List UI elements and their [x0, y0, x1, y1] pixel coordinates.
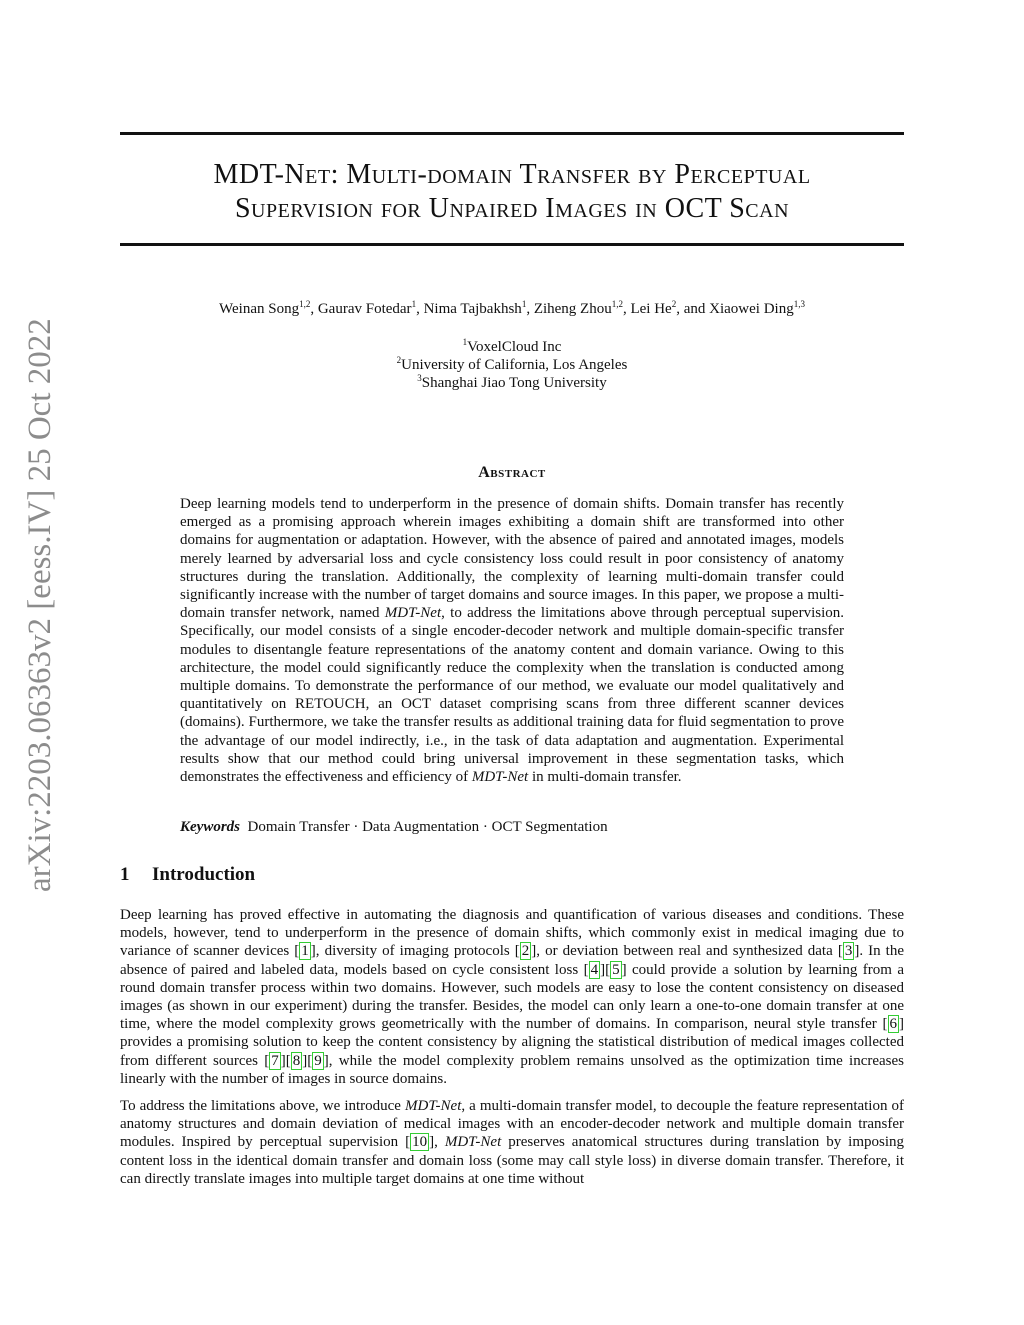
author-name: Weinan Song	[219, 301, 300, 317]
keywords-label: Keywords	[180, 819, 240, 835]
citation-link[interactable]: 1	[301, 943, 309, 960]
arxiv-stamp: arXiv:2203.06363v2 [eess.IV] 25 Oct 2022	[22, 318, 58, 892]
method-name: MDT-Net	[471, 769, 529, 786]
method-name: MDT-Net	[444, 1134, 502, 1151]
citation-link[interactable]: 9	[314, 1052, 322, 1069]
introduction-body	[120, 906, 904, 1197]
author-name: Nima Tajbakhsh	[423, 301, 522, 317]
abstract-body	[180, 495, 844, 786]
author-affiliation-mark: 1,3	[793, 299, 805, 309]
author-affiliation-mark: 1,2	[299, 299, 311, 309]
author-name: Xiaowei Ding	[709, 301, 794, 317]
abstract-heading: Abstract	[478, 464, 546, 481]
keywords-text: Domain Transfer · Data Augmentation · OCT Segmentation	[247, 819, 608, 835]
affiliation: $^1$VoxelCloud Inc	[462, 337, 562, 355]
title-rule-top	[120, 132, 904, 135]
citation-link[interactable]: 6	[889, 1016, 897, 1033]
author-affiliation-mark: 1	[521, 299, 527, 309]
method-name: MDT-Net	[405, 1098, 462, 1115]
citation-link[interactable]: 5	[612, 961, 620, 978]
title-line-2: Supervision for Unpaired Images in OCT Scan	[234, 193, 790, 224]
citation-link[interactable]: 7	[271, 1052, 279, 1069]
intro-paragraph-2: To address the limitations above, we introduce MDT-Net, a multi-domain transfer model, to decouple the feature representation of anatomy structures and domain deviation of medical images with an encoder-decoder network and multiple domain transfer modules. Inspired by perceptual supervision [ 10 ], MDT-Net preserves anatomical structures during translation by imposing content loss in the identical domain transfer and domain loss (some may call style loss) in diverse domain transfer. Therefore, it can directly translate images into multiple target domains at one time without	[120, 1098, 905, 1187]
affiliation-list	[120, 338, 904, 392]
author-name: Gaurav Fotedar	[317, 301, 412, 317]
citation-link[interactable]: 4	[590, 961, 599, 978]
author-name: Ziheng Zhou	[533, 301, 612, 317]
abstract-paragraph: Deep learning models tend to underperform in the presence of domain shifts. Domain transfer has recently emerged as a promising approach wherein images exhibiting a domain shift are transformed into other domains for augmentation or adaptation. However, with the absence of paired and annotated images, models merely learned by adversarial loss and cycle consistency loss could result in poor consistency of anatomy structures during the translation. Additionally, the complexity of learning multi-domain transfer could significantly increase with the number of target domains and source images. In this paper, we propose a multi-domain transfer network, named MDT-Net, to address the limitations above through perceptual supervision. Specifically, our model consists of a single encoder-decoder network and multiple domain-specific transfer modules to disentangle feature representations of the anatomy content and domain variance. Owing to this architecture, the model could significantly reduce the complexity when the translation is conducted among multiple domains. To demonstrate the performance of our method, we evaluate our model qualitatively and quantitatively on RETOUCH, an OCT dataset comprising scans from three different scanner devices (domains). Furthermore, we take the transfer results as additional training data for fluid segmentation to prove the advantage of our model indirectly, i.e., in the task of data adaptation and augmentation. Experimental results show that our method could bring universal improvement in these segmentation tasks, which demonstrates the effectiveness and efficiency of MDT-Net in multi-domain transfer.	[180, 496, 845, 786]
author-affiliation-mark: 2	[671, 299, 677, 309]
title-line-1: MDT-Net: Multi-domain Transfer by Perceptual	[213, 159, 811, 190]
affiliation: $^3$Shanghai Jiao Tong University	[417, 373, 607, 391]
affiliation: $^2$University of California, Los Angeles	[396, 355, 628, 373]
author-name: Lei He	[630, 301, 672, 317]
citation-link[interactable]: 8	[292, 1052, 301, 1069]
paper-title	[120, 158, 904, 226]
author-affiliation-mark: 1	[411, 299, 417, 309]
title-rule-bottom	[120, 243, 904, 246]
citation-link[interactable]: 2	[521, 943, 530, 960]
section-heading	[120, 864, 255, 886]
author-list: Weinan Song$^{1,2}$, Gaurav Fotedar$^1$, Nima Tajbakhsh$^1$, Ziheng Zhou$^{1,2}$, Lei He$^2$, and Xiaowei Ding$^{1,3}$	[219, 299, 805, 317]
method-name: MDT-Net	[384, 605, 442, 622]
intro-paragraph-1: Deep learning has proved effective in automating the diagnosis and quantification of various diseases and conditions. These models, however, tend to underperform in the presence of domain shifts, which commonly exist in medical imaging due to variance of scanner devices [ 1 ], diversity of imaging protocols [ 2 ], or deviation between real and synthesized data [ 3 ]. In the absence of paired and labeled data, models based on cycle consistent loss [ 4 ][ 5 ] could provide a solution by learning from a round domain transfer process within two domains. However, such models are easy to lose the content consistency on diseased images (as shown in our experiment) during the transfer. Besides, the model can only learn a one-to-one domain transfer at one time, where the model complexity grows geometrically with the number of domains. In comparison, neural style transfer [ 6 ] provides a promising solution to keep the content consistency by aligning the statistical distribution of medical images collected from different sources [ 7 ][ 8 ][ 9 ], while the model complexity problem remains unsolved as the optimization time increases linearly with the number of images in source domains.	[120, 907, 904, 1087]
citation-link[interactable]: 3	[844, 943, 853, 960]
section-number: 1	[120, 864, 130, 885]
keywords	[180, 819, 844, 836]
author-affiliation-mark: 1,2	[611, 299, 623, 309]
section-title: Introduction	[152, 864, 256, 885]
citation-link[interactable]: 10	[412, 1134, 428, 1151]
